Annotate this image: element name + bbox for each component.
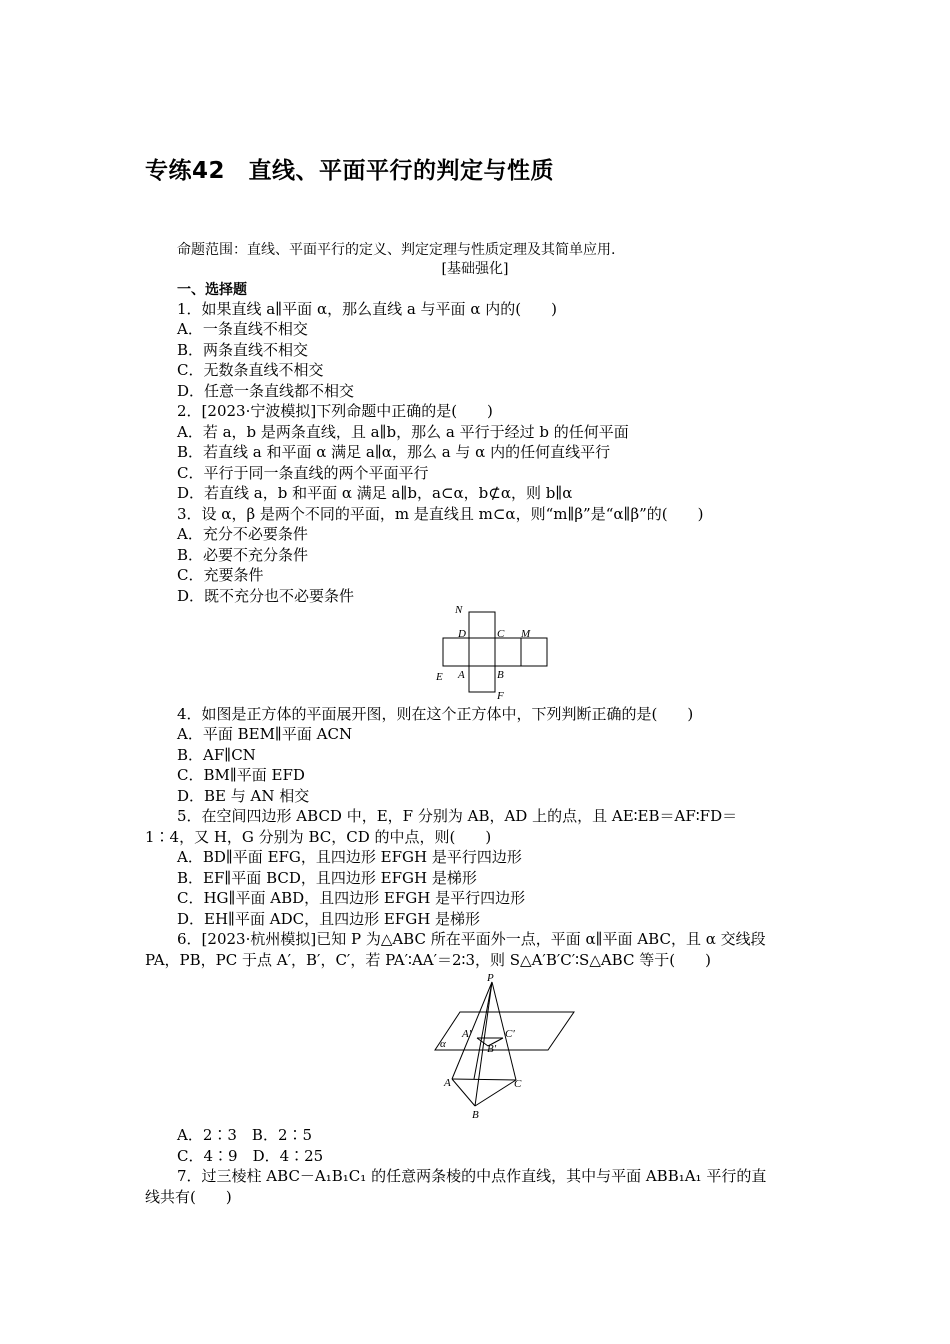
q5-option-a: A．BD∥平面 EFG，且四边形 EFGH 是平行四边形 [177, 848, 522, 866]
label-f: F [497, 690, 504, 702]
label-p: P [487, 972, 494, 984]
question-6-cont: PA，PB，PC 于点 A′，B′，C′，若 PA′∶AA′＝2∶3，则 S△A′B′C′∶S△ABC 等于( ) [145, 951, 711, 969]
q1-option-c: C．无数条直线不相交 [177, 361, 324, 379]
q2-option-a: A．若 a，b 是两条直线，且 a∥b，那么 a 平行于经过 b 的任何平面 [177, 423, 629, 441]
q2-option-b: B．若直线 a 和平面 α 满足 a∥α，那么 a 与 α 内的任何直线平行 [177, 443, 611, 461]
q1-option-b: B．两条直线不相交 [177, 341, 309, 359]
section-tag: [基础强化] [441, 261, 509, 277]
q1-option-d: D．任意一条直线都不相交 [177, 382, 355, 400]
q3-option-b: B．必要不充分条件 [177, 546, 309, 564]
cube-net-figure [430, 600, 560, 700]
q4-option-d: D．BE 与 AN 相交 [177, 787, 310, 805]
q6-options-cd: C．4∶9 D．4∶25 [177, 1147, 324, 1165]
scope-text: 命题范围：直线、平面平行的定义、判定定理与性质定理及其简单应用. [177, 242, 616, 258]
label-c-prime: C′ [505, 1028, 515, 1040]
q3-option-d: D．既不充分也不必要条件 [177, 587, 355, 605]
q5-option-b: B．EF∥平面 BCD，且四边形 EFGH 是梯形 [177, 869, 477, 887]
label-c: C [497, 628, 505, 640]
label-b: B [497, 669, 504, 681]
label-e: E [436, 671, 443, 683]
q4-option-a: A．平面 BEM∥平面 ACN [177, 725, 353, 743]
q3-option-a: A．充分不必要条件 [177, 525, 308, 543]
section-heading: 一、选择题 [177, 282, 247, 298]
label-m: M [521, 628, 531, 640]
label-d: D [458, 628, 466, 640]
q1-option-a: A．一条直线不相交 [177, 320, 308, 338]
question-6: 6．[2023·杭州模拟]已知 P 为△ABC 所在平面外一点，平面 α∥平面 ABC，且 α 交线段 [177, 930, 766, 948]
label-a: A [458, 669, 465, 681]
q6-options-ab: A．2∶3 B．2∶5 [177, 1126, 313, 1144]
q3-option-c: C．充要条件 [177, 566, 264, 584]
label-n: N [455, 604, 463, 616]
question-5-cont: 1∶4，又 H，G 分别为 BC，CD 的中点，则( ) [145, 828, 492, 846]
question-2: 2．[2023·宁波模拟]下列命题中正确的是( ) [177, 402, 493, 420]
q5-option-c: C．HG∥平面 ABD，且四边形 EFGH 是平行四边形 [177, 889, 526, 907]
q2-option-c: C．平行于同一条直线的两个平面平行 [177, 464, 429, 482]
question-1: 1．如果直线 a∥平面 α，那么直线 a 与平面 α 内的( ) [177, 300, 557, 318]
label-a-prime: A′ [462, 1028, 472, 1040]
q4-option-c: C．BM∥平面 EFD [177, 766, 305, 784]
label-c: C [514, 1078, 522, 1090]
question-5: 5．在空间四边形 ABCD 中，E，F 分别为 AB，AD 上的点，且 AE∶EB＝AF∶FD＝ [177, 807, 738, 825]
question-7-cont: 线共有( ) [145, 1188, 232, 1206]
q2-option-d: D．若直线 a，b 和平面 α 满足 a∥b，a⊂α，b⊄α，则 b∥α [177, 484, 573, 502]
label-b-prime: B′ [487, 1043, 497, 1055]
label-a: A [444, 1077, 451, 1089]
page-title: 专练42 直线、平面平行的判定与性质 [145, 158, 555, 184]
question-3: 3．设 α，β 是两个不同的平面，m 是直线且 m⊂α，则“m∥β”是“α∥β”的( ) [177, 505, 704, 523]
q4-option-b: B．AF∥CN [177, 746, 256, 764]
q5-option-d: D．EH∥平面 ADC，且四边形 EFGH 是梯形 [177, 910, 481, 928]
label-b: B [472, 1109, 479, 1121]
pyramid-plane-figure [430, 972, 580, 1122]
question-7: 7．过三棱柱 ABC－A₁B₁C₁ 的任意两条棱的中点作直线，其中与平面 ABB₁A₁ 平行的直 [177, 1167, 767, 1185]
label-alpha: α [440, 1038, 446, 1050]
question-4: 4．如图是正方体的平面展开图，则在这个正方体中，下列判断正确的是( ) [177, 705, 694, 723]
